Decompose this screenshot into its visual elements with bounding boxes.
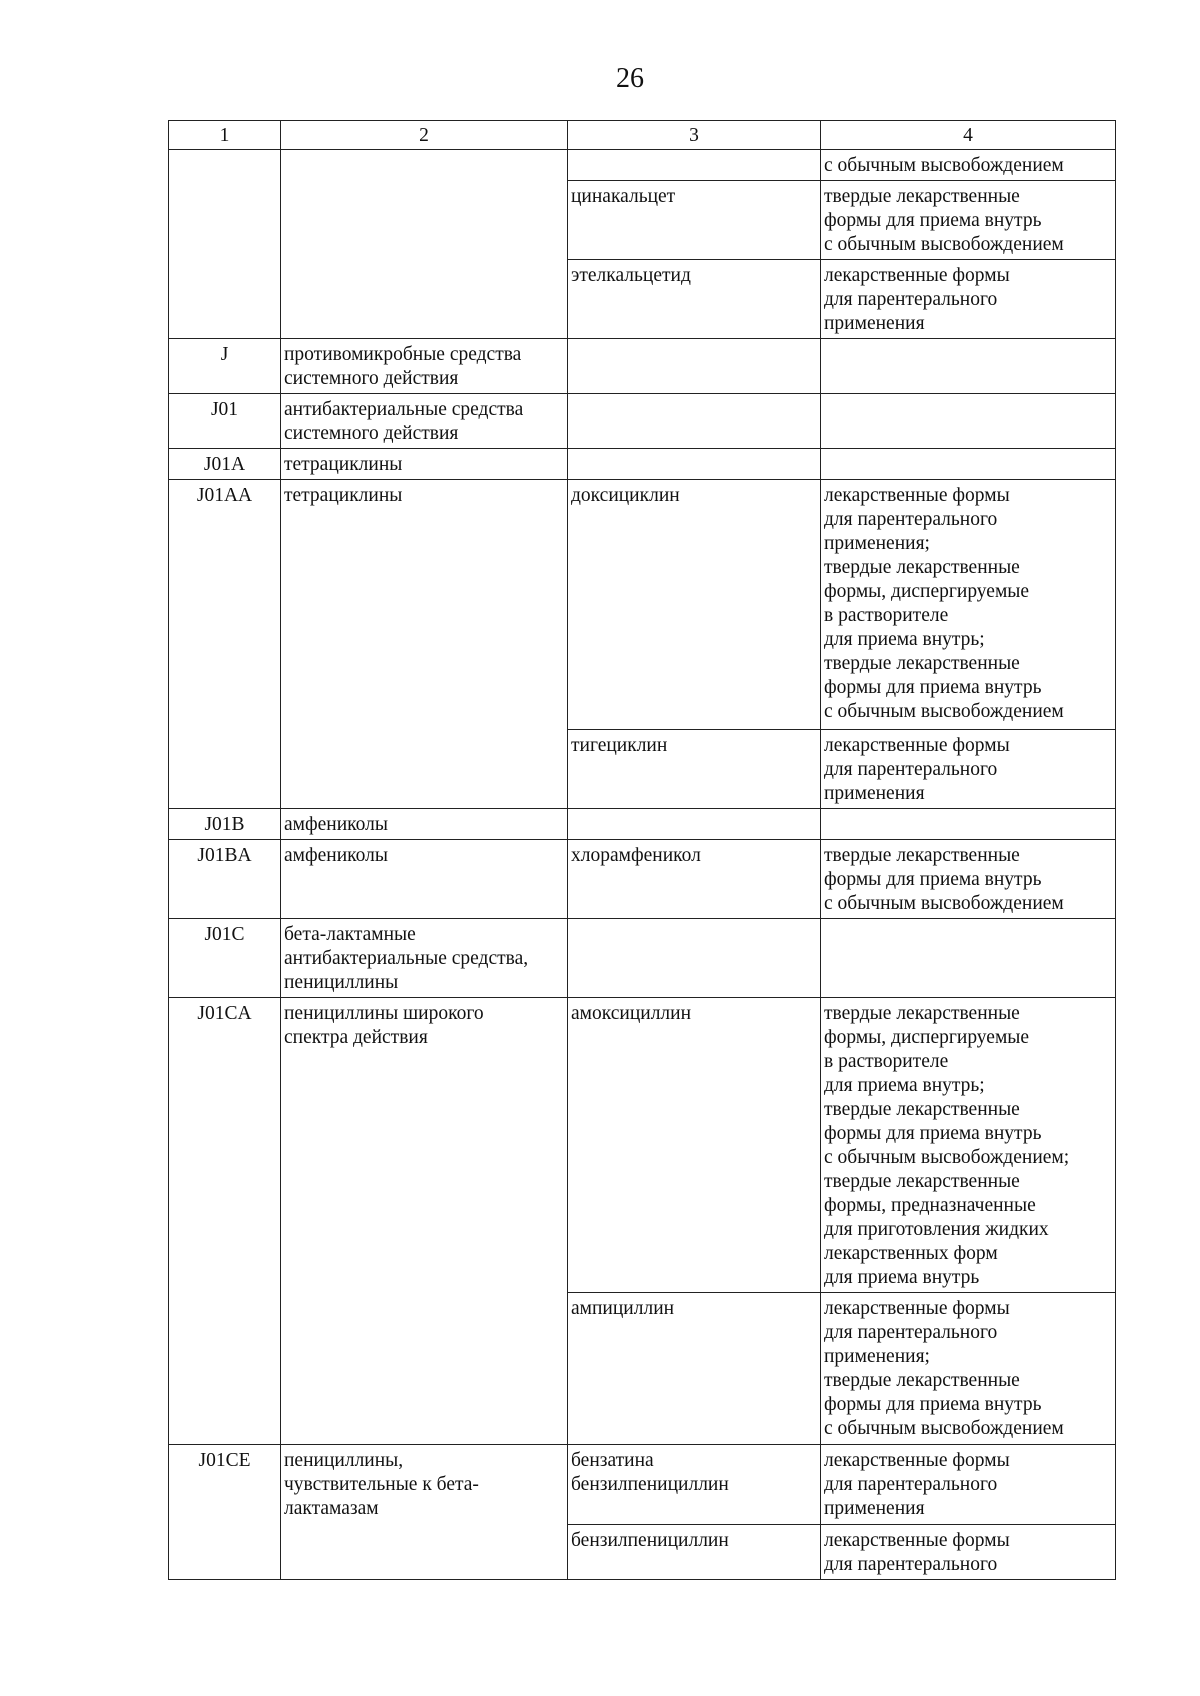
- dosage-form-line: для парентерального: [824, 1474, 998, 1495]
- atc-code-cell: [169, 480, 281, 809]
- dosage-form-line: для парентерального: [824, 1554, 998, 1575]
- table-row: [169, 809, 1116, 840]
- atc-code-cell: [169, 809, 281, 840]
- drug-name-cell: [568, 1445, 821, 1525]
- dosage-form-line: твердые лекарственные: [824, 186, 1020, 207]
- table-row: [169, 480, 1116, 730]
- dosage-form-line: лекарственные формы: [824, 1450, 1010, 1471]
- drug-name-cell: [568, 449, 821, 480]
- group-name-line: системного действия: [284, 423, 459, 444]
- dosage-form-line: с обычным высвобождением: [824, 155, 1064, 176]
- table-row: [169, 1445, 1116, 1525]
- atc-code: J01CA: [197, 1003, 252, 1024]
- dosage-form-line: лекарственные формы: [824, 1298, 1010, 1319]
- atc-code-cell: [169, 840, 281, 919]
- dosage-form-line: для парентерального: [824, 1322, 998, 1343]
- anatomical-group-cell: [281, 339, 568, 394]
- column-header: 1: [169, 121, 281, 150]
- anatomical-group-cell: [281, 840, 568, 919]
- drug-name-cell: [568, 339, 821, 394]
- drug-name-cell: [568, 181, 821, 260]
- dosage-form-cell: [821, 181, 1116, 260]
- dosage-form-line: формы для приема внутрь: [824, 869, 1042, 890]
- dosage-form-cell: [821, 919, 1116, 998]
- drug-name-cell: [568, 919, 821, 998]
- dosage-form-line: лекарственные формы: [824, 265, 1010, 286]
- table-row: [169, 840, 1116, 919]
- atc-code: J01BA: [197, 845, 252, 866]
- anatomical-group-cell: [281, 150, 568, 339]
- dosage-form-line: для приготовления жидких: [824, 1219, 1049, 1240]
- group-name-line: тетрациклины: [284, 454, 403, 475]
- dosage-form-line: твердые лекарственные: [824, 845, 1020, 866]
- dosage-form-line: для приема внутрь;: [824, 629, 985, 650]
- table-row: [169, 150, 1116, 181]
- dosage-form-line: с обычным высвобождением: [824, 701, 1064, 722]
- dosage-form-line: с обычным высвобождением: [824, 893, 1064, 914]
- dosage-form-line: твердые лекарственные: [824, 653, 1020, 674]
- dosage-form-line: с обычным высвобождением;: [824, 1147, 1070, 1168]
- dosage-form-cell: [821, 1525, 1116, 1580]
- atc-code-cell: [169, 919, 281, 998]
- table-row: [169, 919, 1116, 998]
- group-name-line: тетрациклины: [284, 485, 403, 506]
- dosage-form-cell: [821, 394, 1116, 449]
- dosage-form-line: применения: [824, 313, 925, 334]
- dosage-form-line: лекарственные формы: [824, 1530, 1010, 1551]
- drug-name-cell: [568, 809, 821, 840]
- group-name-line: пенициллины: [284, 972, 399, 993]
- atc-code-cell: [169, 449, 281, 480]
- dosage-form-line: твердые лекарственные: [824, 1171, 1020, 1192]
- group-name-line: спектра действия: [284, 1027, 428, 1048]
- group-name-line: системного действия: [284, 368, 459, 389]
- dosage-form-line: для приема внутрь;: [824, 1075, 985, 1096]
- dosage-form-line: формы, диспергируемые: [824, 1027, 1030, 1048]
- table-header-row: [169, 121, 1116, 150]
- dosage-form-line: твердые лекарственные: [824, 557, 1020, 578]
- dosage-form-line: лекарственные формы: [824, 735, 1010, 756]
- dosage-form-cell: [821, 730, 1116, 809]
- drug-name: этелкальцетид: [571, 265, 691, 286]
- anatomical-group-cell: [281, 449, 568, 480]
- dosage-form-cell: [821, 840, 1116, 919]
- atc-code: J01B: [204, 814, 245, 835]
- table-row: [169, 449, 1116, 480]
- drug-name-line: бензилпенициллин: [571, 1474, 729, 1495]
- drug-name: амоксициллин: [571, 1003, 692, 1024]
- dosage-form-line: формы для приема внутрь: [824, 210, 1042, 231]
- drug-name-cell: [568, 1525, 821, 1580]
- dosage-form-line: твердые лекарственные: [824, 1003, 1020, 1024]
- group-name-line: бета-лактамные: [284, 924, 416, 945]
- drug-name-cell: [568, 840, 821, 919]
- anatomical-group-cell: [281, 919, 568, 998]
- dosage-form-line: формы, диспергируемые: [824, 581, 1030, 602]
- column-header: 3: [568, 121, 821, 150]
- atc-code: J01C: [204, 924, 245, 945]
- dosage-form-line: формы для приема внутрь: [824, 1394, 1042, 1415]
- dosage-form-cell: [821, 339, 1116, 394]
- dosage-form-line: для парентерального: [824, 759, 998, 780]
- atc-code: J01: [210, 399, 239, 420]
- group-name-line: противомикробные средства: [284, 344, 522, 365]
- dosage-form-line: формы для приема внутрь: [824, 1123, 1042, 1144]
- group-name-line: чувствительные к бета-: [284, 1474, 479, 1495]
- atc-code: J01CE: [198, 1450, 251, 1471]
- dosage-form-cell: [821, 480, 1116, 730]
- anatomical-group-cell: [281, 480, 568, 809]
- dosage-form-line: для парентерального: [824, 509, 998, 530]
- dosage-form-line: лекарственные формы: [824, 485, 1010, 506]
- atc-code-cell: [169, 339, 281, 394]
- group-name-line: амфениколы: [284, 814, 388, 835]
- anatomical-group-cell: [281, 809, 568, 840]
- drug-name: тигециклин: [571, 735, 668, 756]
- dosage-form-line: для парентерального: [824, 289, 998, 310]
- atc-code-cell: [169, 998, 281, 1445]
- anatomical-group-cell: [281, 1445, 568, 1580]
- dosage-form-cell: [821, 1293, 1116, 1445]
- drug-name-cell: [568, 1293, 821, 1445]
- table-row: [169, 998, 1116, 1293]
- group-name-line: пенициллины,: [284, 1450, 404, 1471]
- dosage-form-cell: [821, 809, 1116, 840]
- dosage-form-line: применения;: [824, 1346, 930, 1367]
- column-header: 2: [281, 121, 568, 150]
- dosage-form-line: с обычным высвобождением: [824, 1418, 1064, 1439]
- dosage-form-line: твердые лекарственные: [824, 1370, 1020, 1391]
- drug-name-cell: [568, 394, 821, 449]
- dosage-form-line: твердые лекарственные: [824, 1099, 1020, 1120]
- drug-name: доксициклин: [571, 485, 680, 506]
- atc-code-cell: [169, 1445, 281, 1580]
- dosage-form-line: применения;: [824, 533, 930, 554]
- drug-name-cell: [568, 998, 821, 1293]
- atc-code: J01A: [203, 454, 246, 475]
- drug-name: хлорамфеникол: [571, 845, 701, 866]
- dosage-form-cell: [821, 449, 1116, 480]
- atc-code: J: [220, 344, 229, 365]
- anatomical-group-cell: [281, 998, 568, 1445]
- drug-name: цинакальцет: [571, 186, 676, 207]
- drug-name-cell: [568, 730, 821, 809]
- drug-name-cell: [568, 150, 821, 181]
- atc-code-cell: [169, 394, 281, 449]
- column-header: 4: [821, 121, 1116, 150]
- drug-name: ампициллин: [571, 1298, 675, 1319]
- group-name-line: лактамазам: [284, 1498, 379, 1519]
- dosage-form-line: формы для приема внутрь: [824, 677, 1042, 698]
- drug-name-line: бензатина: [571, 1450, 654, 1471]
- group-name-line: амфениколы: [284, 845, 388, 866]
- dosage-form-line: применения: [824, 783, 925, 804]
- atc-code-cell: [169, 150, 281, 339]
- dosage-form-cell: [821, 150, 1116, 181]
- dosage-form-line: в растворителе: [824, 1051, 949, 1072]
- atc-code: J01AA: [196, 485, 253, 506]
- dosage-form-cell: [821, 260, 1116, 339]
- dosage-form-line: применения: [824, 1498, 925, 1519]
- table-row: [169, 394, 1116, 449]
- dosage-form-cell: [821, 998, 1116, 1293]
- page-number: 26: [616, 63, 644, 94]
- drug-name: бензилпенициллин: [571, 1530, 729, 1551]
- medication-table: [168, 120, 1116, 1580]
- anatomical-group-cell: [281, 394, 568, 449]
- group-name-line: антибактериальные средства: [284, 399, 524, 420]
- group-name-line: пенициллины широкого: [284, 1003, 484, 1024]
- dosage-form-line: для приема внутрь: [824, 1267, 980, 1288]
- drug-name-cell: [568, 260, 821, 339]
- drug-name-cell: [568, 480, 821, 730]
- dosage-form-line: с обычным высвобождением: [824, 234, 1064, 255]
- dosage-form-line: в растворителе: [824, 605, 949, 626]
- dosage-form-line: лекарственных форм: [824, 1243, 998, 1264]
- table-row: [169, 339, 1116, 394]
- dosage-form-cell: [821, 1445, 1116, 1525]
- dosage-form-line: формы, предназначенные: [824, 1195, 1036, 1216]
- group-name-line: антибактериальные средства,: [284, 948, 529, 969]
